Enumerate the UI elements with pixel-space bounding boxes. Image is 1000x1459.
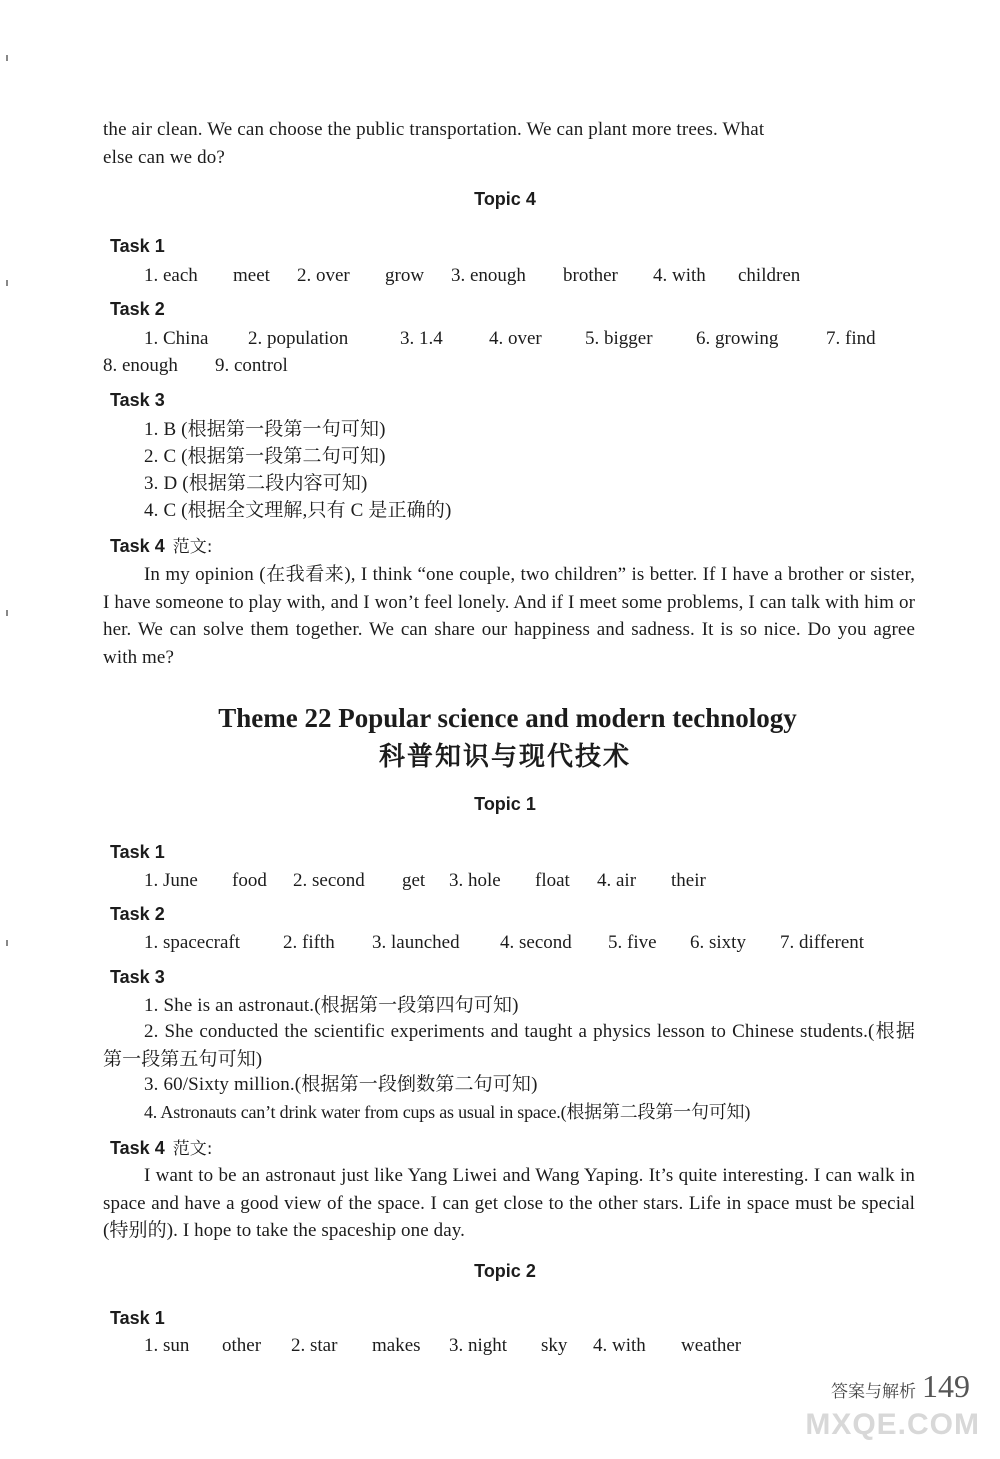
page-footer (831, 1368, 970, 1405)
answer-word: 4. air (597, 870, 637, 891)
watermark: MXQE.COM (805, 1408, 980, 1441)
answer-word: grow (385, 265, 425, 286)
page-number: 149 (922, 1368, 970, 1404)
answer-word: 7. find (826, 328, 876, 349)
theme-subtitle: 科普知识与现代技术 (378, 742, 631, 772)
task3-answer-2: 2. She conducted the scientific experiments and taught a physics lesson to Chinese students.(根据第一段第五句可知) (103, 1021, 915, 1070)
answer-word: 2. population (248, 328, 349, 349)
answer-word: 6. growing (696, 328, 779, 349)
answer-word: 4. with (593, 1335, 646, 1356)
answer-word: 3. launched (372, 932, 460, 953)
topic4-task2-label: Task 2 (110, 299, 165, 319)
task3-answer-4: 4. Astronauts can’t drink water from cups as usual in space.(根据第二段第一句可知) (144, 1102, 751, 1122)
task-label-text: Task 4 (110, 1138, 165, 1158)
topic1-task3-label: Task 3 (110, 967, 165, 987)
answer-word: 1. each (144, 265, 198, 286)
task3-answer-2: 2. C (根据第一段第二句可知) (144, 446, 386, 467)
answer-word: other (222, 1335, 262, 1356)
answer-word: 3. night (449, 1335, 508, 1356)
task3-answer-1: 1. She is an astronaut.(根据第一段第四句可知) (144, 995, 519, 1016)
answer-word: 3. enough (451, 265, 526, 286)
task3-answer-3: 3. 60/Sixty million.(根据第一段倒数第二句可知) (144, 1074, 538, 1095)
answer-word: 4. with (653, 265, 706, 286)
answer-word: children (738, 265, 801, 286)
answer-word: weather (681, 1335, 742, 1356)
task3-answer-1: 1. B (根据第一段第一句可知) (144, 419, 386, 440)
answer-word: 3. hole (449, 870, 501, 891)
answer-word: 2. fifth (283, 932, 335, 953)
answer-word: 5. five (608, 932, 657, 953)
answer-word: float (535, 870, 570, 891)
answer-word: 4. over (489, 328, 542, 349)
answer-word: 1. June (144, 870, 198, 891)
topic2-task1-label: Task 1 (110, 1308, 165, 1328)
task-label-text: Task 4 (110, 536, 165, 556)
margin-mark (6, 280, 8, 286)
answer-word: 5. bigger (585, 328, 653, 349)
answer-word: their (671, 870, 706, 891)
topic-2-heading: Topic 2 (474, 1261, 536, 1281)
answer-word: brother (563, 265, 618, 286)
topic1-task4-label (110, 1137, 212, 1160)
model-essay-label: 范文: (172, 537, 213, 557)
topic4-task4-label (110, 535, 212, 558)
answer-word: 6. sixty (690, 932, 746, 953)
answer-word: get (402, 870, 426, 891)
answer-word: 2. second (293, 870, 365, 891)
topic1-task2-label: Task 2 (110, 904, 165, 924)
margin-mark (6, 55, 8, 61)
answer-word: 1. China (144, 328, 209, 349)
answer-word: sky (541, 1335, 568, 1356)
topic4-task1-label: Task 1 (110, 236, 165, 256)
intro-line-1: the air clean. We can choose the public transportation. We can plant more trees. What (103, 119, 765, 140)
answer-word: 4. second (500, 932, 572, 953)
answer-word: 2. over (297, 265, 350, 286)
answer-word: 1. sun (144, 1335, 190, 1356)
topic1-task1-label: Task 1 (110, 842, 165, 862)
intro-line-2: else can we do? (103, 147, 225, 168)
answer-word: food (232, 870, 267, 891)
margin-mark (6, 610, 8, 616)
answer-word: 8. enough (103, 355, 178, 376)
theme-title: Theme 22 Popular science and modern technology (218, 703, 797, 733)
topic-4-heading: Topic 4 (474, 189, 536, 209)
answer-word: 7. different (780, 932, 865, 953)
model-essay-label: 范文: (172, 1139, 213, 1159)
topic1-model-essay: I want to be an astronaut just like Yang Liwei and Wang Yaping. It’s quite interesting. I can walk in space and have a good view of the space. I can get close to the other stars. Life in space must be special (特别的). I hope to take the spaceship one day. (103, 1165, 915, 1241)
answer-word: 1. spacecraft (144, 932, 240, 953)
margin-mark (6, 940, 8, 946)
answer-word: meet (233, 265, 270, 286)
answer-word: 2. star (291, 1335, 338, 1356)
topic4-task3-label: Task 3 (110, 390, 165, 410)
task3-answer-4: 4. C (根据全文理解,只有 C 是正确的) (144, 500, 452, 521)
answer-word: 9. control (215, 355, 288, 376)
footer-label: 答案与解析 (831, 1382, 916, 1402)
topic-1-heading: Topic 1 (474, 794, 536, 814)
answer-word: 3. 1.4 (400, 328, 443, 349)
topic4-model-essay: In my opinion (在我看来), I think “one couple, two children” is better. If I have a brother or sister, I have someone to play with, and I won’t feel lonely. And if I meet some problems, I can talk with him or her. We can solve them together. We can share our happiness and sadness. It is so nice. Do you agree with me? (103, 564, 915, 668)
task3-answer-3: 3. D (根据第二段内容可知) (144, 473, 368, 494)
answer-word: makes (372, 1335, 421, 1356)
